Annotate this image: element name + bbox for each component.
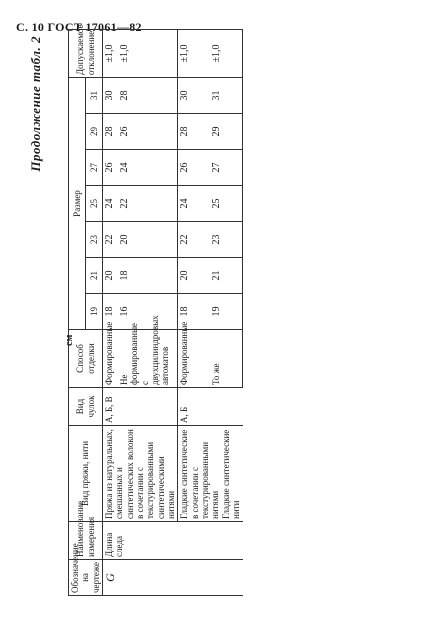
- method-cell: То же: [210, 330, 242, 388]
- tolerance-cell: ±1,0: [103, 29, 118, 77]
- header-symbol: Обозначение на чертеже: [69, 560, 103, 596]
- value-cell: 18: [103, 294, 118, 330]
- table-row: [178, 29, 210, 595]
- method-cell: Формированные: [103, 330, 118, 388]
- value-cell: 29: [210, 114, 242, 150]
- size-col: 25: [86, 186, 103, 222]
- header-yarn: Вид пряжи, нити: [69, 426, 103, 522]
- value-cell: 27: [210, 150, 242, 186]
- value-cell: 22: [103, 222, 118, 258]
- size-col: 29: [86, 114, 103, 150]
- table-caption: Продолжение табл. 2: [28, 36, 43, 172]
- value-cell: 19: [210, 294, 242, 330]
- value-cell: 16: [118, 294, 178, 330]
- value-cell: 24: [118, 150, 178, 186]
- yarn-text: Гладкие синтетические нити: [220, 429, 242, 519]
- tolerance-cell: ±1,0: [178, 29, 210, 77]
- value-cell: 31: [210, 77, 242, 113]
- value-cell: 26: [118, 114, 178, 150]
- value-cell: 30: [103, 77, 118, 113]
- value-cell: 18: [178, 294, 210, 330]
- value-cell: 18: [118, 258, 178, 294]
- value-cell: 30: [178, 77, 210, 113]
- size-col: 19: [86, 294, 103, 330]
- tolerance-cell: ±1,0: [118, 29, 178, 77]
- type-cell: А, Б: [178, 388, 243, 426]
- value-cell: 26: [103, 150, 118, 186]
- type-cell: А, Б, В: [103, 388, 178, 426]
- header-method: Способ отделки: [69, 330, 103, 388]
- value-cell: 28: [178, 114, 210, 150]
- yarn-text: Гладкие синтетические в сочетании с текстурированными нитями: [179, 429, 221, 519]
- unit-label: см: [64, 334, 75, 346]
- size-col: 31: [86, 77, 103, 113]
- header-measure: Наименование измерения: [69, 522, 103, 560]
- page-header: С. 10 ГОСТ 17061—82: [16, 20, 142, 34]
- measure-cell: Длина следа: [103, 522, 243, 560]
- symbol-cell: G: [103, 560, 243, 596]
- size-table: [68, 24, 243, 596]
- value-cell: 26: [178, 150, 210, 186]
- tolerance-cell: ±1,0: [210, 29, 242, 77]
- value-cell: 20: [178, 258, 210, 294]
- value-cell: 22: [118, 186, 178, 222]
- method-cell: Формированные: [178, 330, 210, 388]
- table-row: [103, 29, 118, 595]
- header-row: [69, 29, 86, 595]
- yarn-cell: Пряжа из натуральных, смешанных и синтетических волокон в сочетании с текстурированными синтетическими нитями: [103, 426, 178, 522]
- value-cell: 20: [118, 222, 178, 258]
- header-size: Размер: [69, 77, 86, 329]
- value-cell: 24: [103, 186, 118, 222]
- yarn-cell: [178, 426, 243, 522]
- header-type: Вид чулок: [69, 388, 103, 426]
- size-col: 23: [86, 222, 103, 258]
- size-col: 21: [86, 258, 103, 294]
- value-cell: 22: [178, 222, 210, 258]
- method-cell: Не формированные с двухцилиндровых автоматов: [118, 330, 178, 388]
- value-cell: 20: [103, 258, 118, 294]
- value-cell: 25: [210, 186, 242, 222]
- header-tolerance: Допускаемое отклонение: [69, 29, 103, 77]
- value-cell: 28: [118, 77, 178, 113]
- value-cell: 23: [210, 222, 242, 258]
- value-cell: 21: [210, 258, 242, 294]
- size-col: 27: [86, 150, 103, 186]
- value-cell: 24: [178, 186, 210, 222]
- value-cell: 28: [103, 114, 118, 150]
